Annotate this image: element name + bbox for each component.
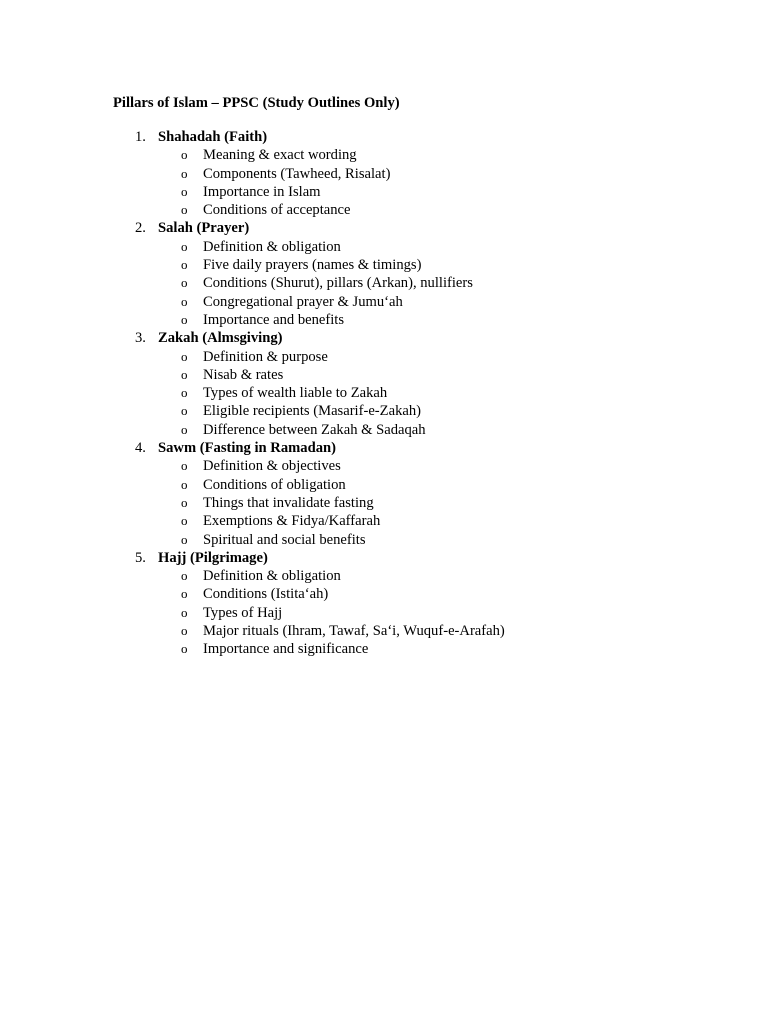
list-item-text: Conditions of obligation bbox=[203, 476, 346, 493]
pillar-section bbox=[0, 329, 768, 439]
list-item-text: Conditions (Shurut), pillars (Arkan), nullifiers bbox=[203, 275, 473, 292]
list-item bbox=[0, 622, 768, 640]
pillar-name: Sawm (Fasting in Ramadan) bbox=[158, 440, 336, 457]
pillar-heading bbox=[0, 219, 768, 237]
pillar-heading bbox=[0, 128, 768, 146]
list-item bbox=[0, 402, 768, 420]
pillar-section bbox=[0, 439, 768, 549]
list-item bbox=[0, 476, 768, 494]
list-item-text: Components (Tawheed, Risalat) bbox=[203, 165, 391, 182]
pillar-name: Shahadah (Faith) bbox=[158, 129, 268, 145]
list-item-text: Five daily prayers (names & timings) bbox=[203, 257, 422, 274]
bullet-icon: o bbox=[181, 421, 188, 437]
bullet-icon: o bbox=[181, 385, 188, 401]
list-item bbox=[0, 531, 768, 549]
list-item bbox=[0, 457, 768, 475]
pillar-number: 2. bbox=[135, 220, 146, 237]
pillar-heading bbox=[0, 549, 768, 567]
bullet-icon: o bbox=[181, 568, 188, 584]
list-item-text: Definition & obligation bbox=[203, 238, 341, 255]
bullet-icon: o bbox=[181, 147, 188, 163]
list-item-text: Importance in Islam bbox=[203, 183, 321, 200]
pillars-outline bbox=[0, 128, 768, 659]
pillar-name: Zakah (Almsgiving) bbox=[158, 330, 283, 347]
list-item-text: Importance and significance bbox=[203, 641, 369, 658]
pillar-number: 1. bbox=[135, 129, 146, 145]
bullet-icon: o bbox=[181, 494, 188, 510]
pillar-number: 3. bbox=[135, 330, 146, 347]
list-item-text: Definition & objectives bbox=[203, 458, 341, 475]
pillar-number: 5. bbox=[135, 549, 146, 566]
pillar-heading bbox=[0, 329, 768, 347]
list-item bbox=[0, 366, 768, 384]
list-item bbox=[0, 384, 768, 402]
list-item bbox=[0, 421, 768, 439]
bullet-icon: o bbox=[181, 623, 188, 639]
bullet-icon: o bbox=[181, 641, 188, 657]
list-item bbox=[0, 293, 768, 311]
list-item bbox=[0, 604, 768, 622]
list-item-text: Spiritual and social benefits bbox=[203, 531, 366, 548]
bullet-icon: o bbox=[181, 513, 188, 529]
bullet-icon: o bbox=[181, 257, 188, 273]
list-item bbox=[0, 165, 768, 183]
pillar-name: Hajj (Pilgrimage) bbox=[158, 549, 268, 566]
pillar-name: Salah (Prayer) bbox=[158, 220, 250, 237]
list-item bbox=[0, 494, 768, 512]
bullet-icon: o bbox=[181, 348, 188, 364]
bullet-icon: o bbox=[181, 202, 188, 218]
list-item bbox=[0, 256, 768, 274]
pillar-section bbox=[0, 219, 768, 329]
pillar-section bbox=[0, 549, 768, 659]
list-item bbox=[0, 238, 768, 256]
list-item-text: Definition & purpose bbox=[203, 348, 328, 365]
list-item-text: Nisab & rates bbox=[203, 366, 284, 383]
bullet-icon: o bbox=[181, 238, 188, 254]
bullet-icon: o bbox=[181, 183, 188, 199]
list-item-text: Conditions (Istita‘ah) bbox=[203, 586, 329, 603]
bullet-icon: o bbox=[181, 403, 188, 419]
list-item-text: Conditions of acceptance bbox=[203, 202, 351, 219]
list-item bbox=[0, 274, 768, 292]
list-item bbox=[0, 567, 768, 585]
list-item bbox=[0, 201, 768, 219]
list-item-text: Definition & obligation bbox=[203, 568, 341, 585]
document-title: Pillars of Islam – PPSC (Study Outlines Only) bbox=[113, 95, 400, 111]
bullet-icon: o bbox=[181, 586, 188, 602]
list-item-text: Types of Hajj bbox=[203, 604, 283, 621]
list-item-text: Importance and benefits bbox=[203, 311, 345, 328]
pillar-heading bbox=[0, 439, 768, 457]
pillar-number: 4. bbox=[135, 440, 146, 457]
list-item-text: Congregational prayer & Jumu‘ah bbox=[203, 293, 403, 310]
bullet-icon: o bbox=[181, 165, 188, 181]
list-item bbox=[0, 311, 768, 329]
pillar-section bbox=[0, 128, 768, 219]
list-item bbox=[0, 183, 768, 201]
list-item-text: Types of wealth liable to Zakah bbox=[203, 385, 388, 402]
bullet-icon: o bbox=[181, 458, 188, 474]
list-item-text: Major rituals (Ihram, Tawaf, Sa‘i, Wuquf-e-Arafah) bbox=[203, 623, 505, 640]
bullet-icon: o bbox=[181, 604, 188, 620]
bullet-icon: o bbox=[181, 366, 188, 382]
list-item-text: Difference between Zakah & Sadaqah bbox=[203, 421, 426, 438]
bullet-icon: o bbox=[181, 476, 188, 492]
bullet-icon: o bbox=[181, 275, 188, 291]
list-item bbox=[0, 585, 768, 603]
list-item bbox=[0, 512, 768, 530]
list-item-text: Eligible recipients (Masarif-e-Zakah) bbox=[203, 403, 421, 420]
list-item bbox=[0, 348, 768, 366]
list-item-text: Meaning & exact wording bbox=[203, 147, 357, 164]
list-item bbox=[0, 640, 768, 658]
bullet-icon: o bbox=[181, 531, 188, 547]
list-item bbox=[0, 146, 768, 164]
bullet-icon: o bbox=[181, 293, 188, 309]
list-item-text: Exemptions & Fidya/Kaffarah bbox=[203, 513, 381, 530]
bullet-icon: o bbox=[181, 311, 188, 327]
list-item-text: Things that invalidate fasting bbox=[203, 494, 374, 511]
